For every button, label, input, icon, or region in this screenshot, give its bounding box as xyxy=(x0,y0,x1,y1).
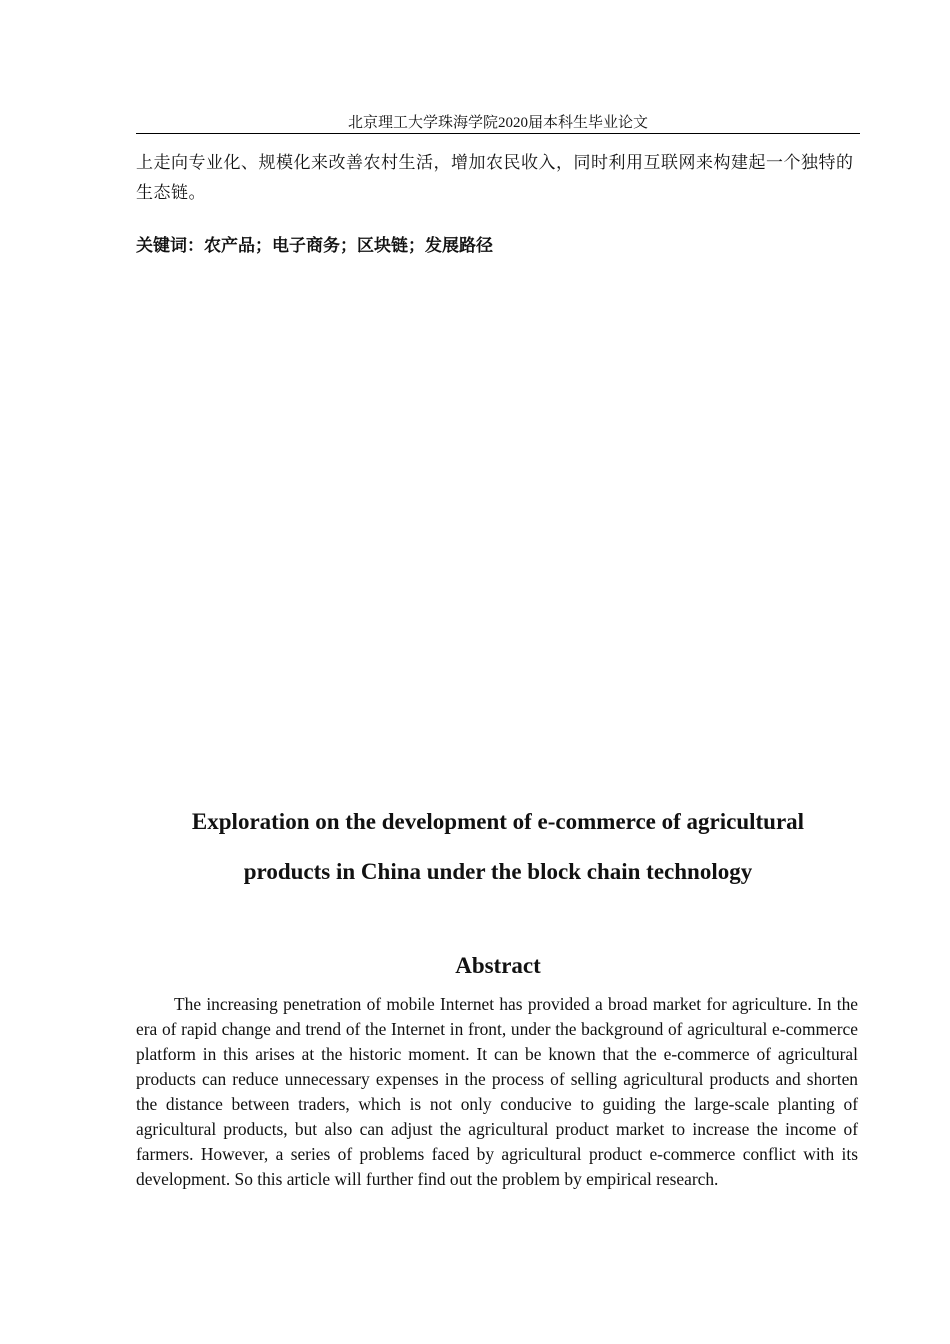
chinese-keywords: 关键词：农产品；电子商务；区块链；发展路径 xyxy=(136,236,493,256)
abstract-heading: Abstract xyxy=(455,953,541,978)
chinese-abstract-continuation: 上走向专业化、规模化来改善农村生活，增加农民收入，同时利用互联网来构建起一个独特的生态链。 xyxy=(136,153,854,203)
english-title-line-2: products in China under the block chain technology xyxy=(243,859,753,884)
abstract-body: The increasing penetration of mobile Internet has provided a broad market for agriculture. In the era of rapid change and trend of the Internet in front, under the background of agricultural e-commerce platform in this arises at the historic moment. It can be known that the e-commerce of agricultural products can reduce unnecessary expenses in the process of selling agricultural products and shorten the distance between traders, which is not only conducive to guiding the large-scale planting of agricultural products, but also can adjust the agricultural product market to increase the income of farmers. However, a series of problems faced by agricultural product e-commerce conflict with its development. So this article will further find out the problem by empirical research. xyxy=(136,994,858,1189)
english-title xyxy=(136,797,860,897)
english-title-line-1: Exploration on the development of e-commerce of agricultural xyxy=(191,809,805,834)
page-header: 北京理工大学珠海学院2020届本科生毕业论文 xyxy=(347,115,648,131)
header-divider xyxy=(136,133,860,134)
